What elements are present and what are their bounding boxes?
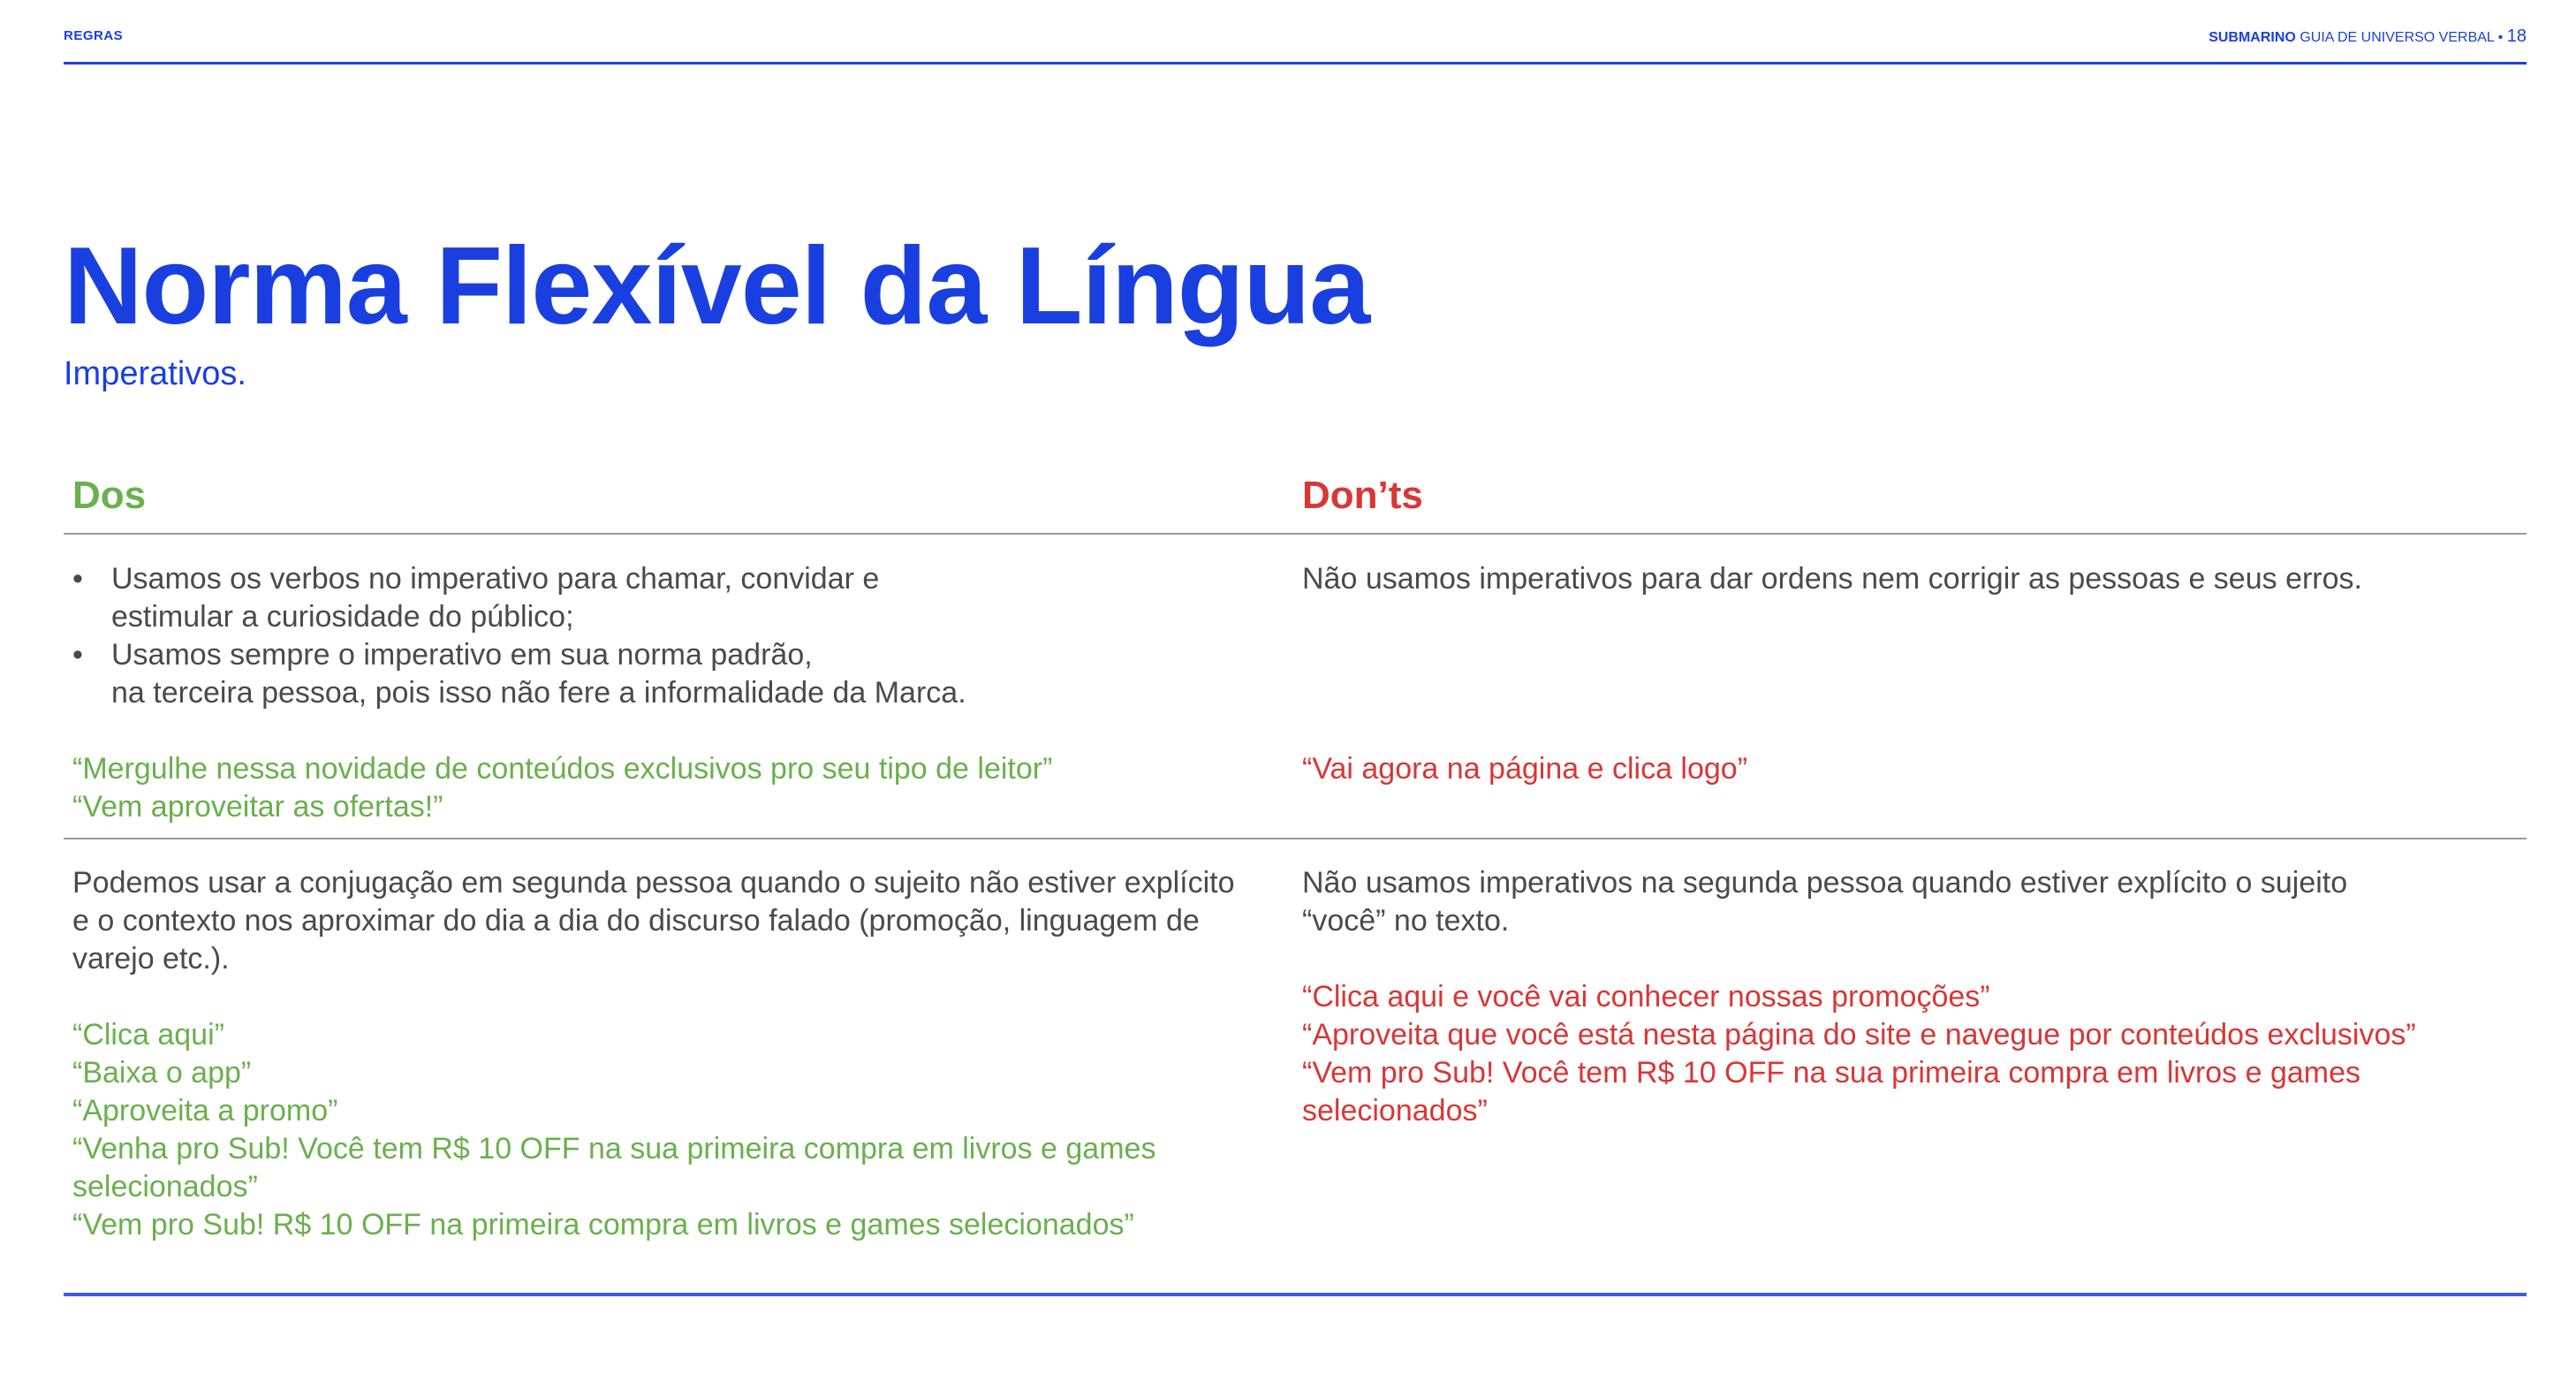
bullet-line: Usamos os verbos no imperativo para chamar, convidar e (111, 562, 880, 596)
example-line: “Aproveita que você está nesta página do site e navegue por conteúdos exclusivos” (1302, 1018, 2416, 1052)
text-line: “você” no texto. (1302, 904, 1510, 938)
example-line: “Vem pro Sub! R$ 10 OFF na primeira compra em livros e games selecionados” (72, 1208, 1134, 1242)
row1-donts-text: Não usamos imperativos para dar ordens nem corrigir as pessoas e seus erros. (1302, 562, 2362, 596)
text-line: e o contexto nos aproximar do dia a dia do discurso falado (promoção, linguagem de (72, 904, 1200, 938)
page-number: 18 (2506, 27, 2527, 46)
example-line: “Vem pro Sub! Você tem R$ 10 OFF na sua primeira compra em livros e games (1302, 1056, 2361, 1090)
row2-dos-text (72, 864, 1274, 978)
example-line: “Vem aproveitar as ofertas!” (72, 790, 443, 824)
example-line: “Vai agora na página e clica logo” (1302, 752, 1748, 786)
bullet-line: estimular a curiosidade do público; (111, 600, 574, 634)
example-line: selecionados” (72, 1170, 258, 1204)
table-row-divider (64, 838, 2527, 839)
dos-heading: Dos (72, 474, 147, 517)
row2-donts-cell (1302, 864, 2530, 1130)
list-item (72, 636, 1256, 712)
text-line: Não usamos imperativos na segunda pessoa quando estiver explícito o sujeito (1302, 866, 2348, 900)
bullet-line: na terceira pessoa, pois isso não fere a informalidade da Marca. (111, 676, 966, 710)
row2-donts-text (1302, 864, 2530, 940)
brand-name: SUBMARINO (2209, 30, 2296, 45)
example-line: “Aproveita a promo” (72, 1094, 338, 1128)
row1-dos-cell (72, 560, 1256, 826)
header-brand-line (2209, 27, 2527, 47)
example-line: “Baixa o app” (72, 1056, 252, 1090)
text-line: Podemos usar a conjugação em segunda pessoa quando o sujeito não estiver explícito (72, 866, 1235, 900)
example-line: “Venha pro Sub! Você tem R$ 10 OFF na sua primeira compra em livros e games (72, 1132, 1156, 1166)
header-divider (64, 62, 2527, 65)
list-item (72, 560, 1256, 636)
guide-name: GUIA DE UNIVERSO VERBAL (2299, 30, 2495, 45)
row1-dos-examples (72, 750, 1256, 826)
row2-donts-examples (1302, 978, 2530, 1130)
row1-donts-examples (1302, 750, 2521, 788)
bullet-line: Usamos sempre o imperativo em sua norma padrão, (111, 638, 813, 672)
example-line: selecionados” (1302, 1094, 1488, 1128)
header-separator: • (2497, 30, 2504, 45)
footer-divider (64, 1293, 2527, 1296)
row1-dos-bullet-list (72, 560, 1256, 712)
row2-dos-examples (72, 1016, 1274, 1244)
row1-donts-cell (1302, 560, 2521, 788)
section-label: REGRAS (64, 28, 124, 43)
text-line: varejo etc.). (72, 942, 230, 976)
example-line: “Clica aqui” (72, 1018, 224, 1052)
table-header-divider (64, 533, 2527, 535)
example-line: “Mergulhe nessa novidade de conteúdos exclusivos pro seu tipo de leitor” (72, 752, 1053, 786)
donts-heading: Don’ts (1302, 474, 1423, 517)
page-subtitle: Imperativos. (64, 355, 246, 392)
page-title: Norma Flexível da Língua (64, 225, 1370, 347)
row2-dos-cell (72, 864, 1274, 1244)
example-line: “Clica aqui e você vai conhecer nossas promoções” (1302, 980, 1990, 1014)
